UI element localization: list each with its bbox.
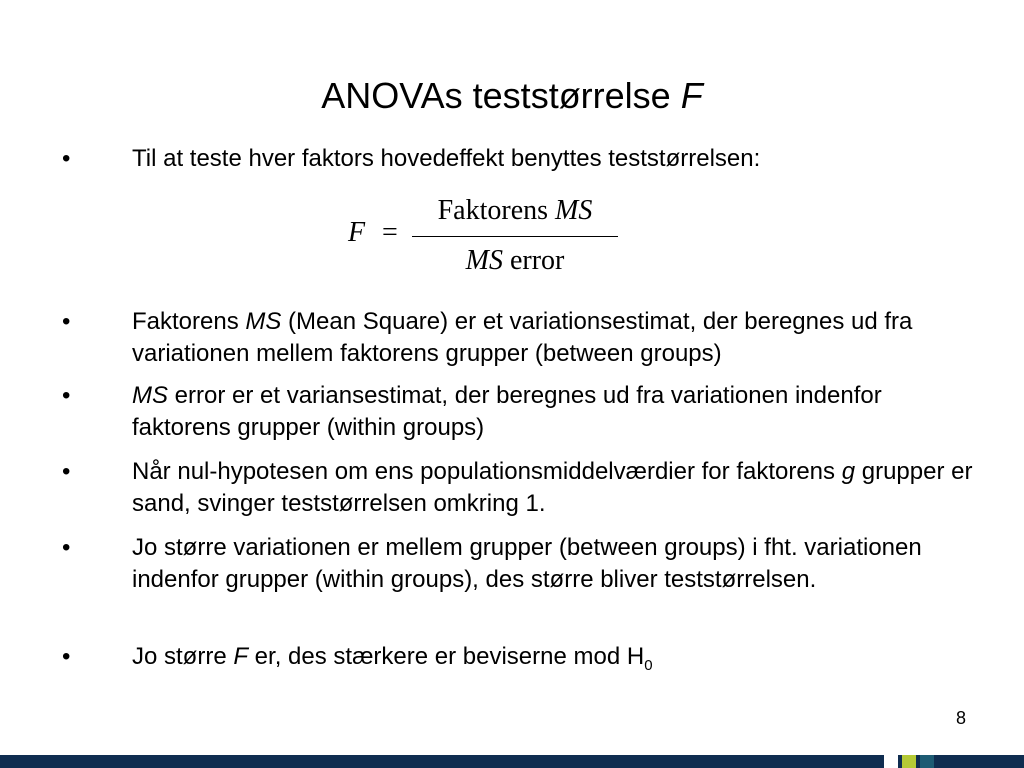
bullet-text xyxy=(132,456,982,520)
footer-square-teal xyxy=(920,755,934,768)
bullet-marker: • xyxy=(62,458,71,485)
bullet-text: Jo større variationen er mellem grupper (between groups) i fht. variationen indenfor grupper (within groups), des større bliver teststørrelsen. xyxy=(132,534,922,593)
bullet-text-variable: MS xyxy=(132,382,168,409)
bullet-text-pre: Faktorens xyxy=(132,308,246,335)
bullet-text xyxy=(132,306,982,370)
bullet-text: Til at teste hver faktors hovedeffekt benyttes teststørrelsen: xyxy=(132,145,761,172)
bullet-marker: • xyxy=(62,643,71,670)
bullet-text-pre: Når nul-hypotesen om ens populationsmiddelværdier for faktorens xyxy=(132,458,842,485)
page-number: 8 xyxy=(955,708,966,728)
bullet-text xyxy=(132,641,982,682)
bullet-text-variable: F xyxy=(233,643,249,670)
denominator-variable: MS xyxy=(465,245,503,276)
bullet-marker: • xyxy=(62,308,71,335)
numerator-variable: MS xyxy=(555,195,593,226)
formula-numerator xyxy=(412,195,618,227)
bullet-text-subscript: 0 xyxy=(644,656,653,674)
bullet-text-variable: g xyxy=(841,458,856,485)
bullet-text-pre: Jo større xyxy=(132,643,234,670)
bullet-text xyxy=(132,380,982,444)
denominator-word: error xyxy=(502,245,565,276)
fraction-bar xyxy=(412,236,618,237)
footer-bar xyxy=(0,755,1024,768)
formula-equals: = xyxy=(382,217,398,248)
slide-title-variable: F xyxy=(680,75,703,116)
bullet-marker: • xyxy=(62,534,71,561)
slide-title-text: ANOVAs teststørrelse xyxy=(321,75,681,116)
footer-square-white xyxy=(884,755,898,768)
formula-denominator xyxy=(412,245,618,277)
footer-square-green xyxy=(902,755,916,768)
footer-decoration xyxy=(884,755,938,768)
slide-title xyxy=(0,74,1024,118)
bullet-text-post: (Mean Square) er et variationsestimat, der beregnes ud fra variationen mellem faktorens grupper (between groups) xyxy=(132,308,913,367)
bullet-text-post: grupper er sand, svinger teststørrelsen omkring 1. xyxy=(132,458,973,517)
numerator-word: Faktorens xyxy=(437,195,556,226)
bullet-text-post: er, des stærkere er beviserne mod H xyxy=(248,643,645,670)
bullet-marker: • xyxy=(62,382,71,409)
bullet-text-variable: MS xyxy=(245,308,282,335)
bullet-marker: • xyxy=(62,145,71,172)
f-statistic-formula xyxy=(348,195,628,285)
formula-lhs: F xyxy=(348,217,366,248)
bullet-text-post: error er et variansestimat, der beregnes ud fra variationen indenfor faktorens grupper (within groups) xyxy=(132,382,882,441)
